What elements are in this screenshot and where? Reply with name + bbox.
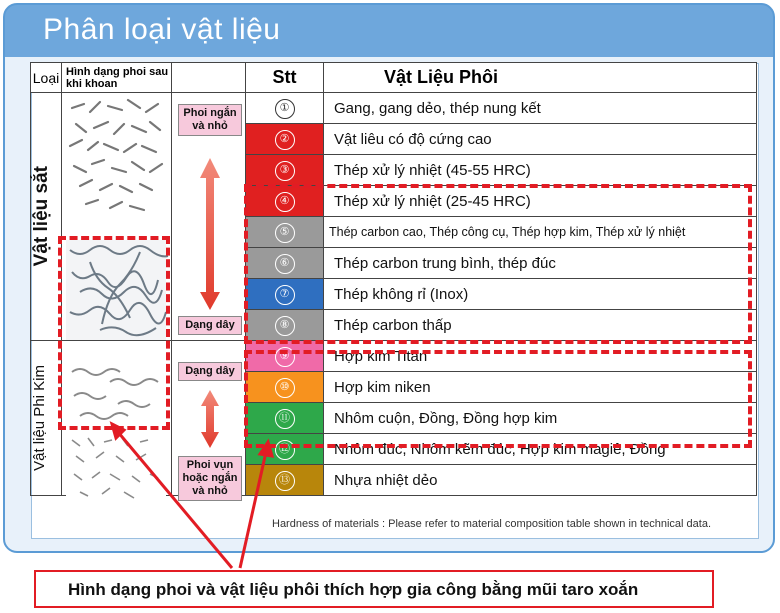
material-cell: Thép xử lý nhiệt (45-55 HRC) <box>324 155 757 186</box>
label-wire-top: Dạng dây <box>178 316 242 335</box>
double-arrow-icon-top <box>200 158 220 310</box>
header-loai: Loại <box>31 63 62 93</box>
hardness-note: Hardness of materials : Please refer to material composition table shown in technical data. <box>272 518 711 530</box>
row-number: ② <box>275 130 295 150</box>
material-cell: Nhôm cuộn, Đồng, Đồng hợp kim <box>324 403 757 434</box>
group-ferrous-label: Vật liệu sắt <box>31 166 52 267</box>
panel-title: Phân loại vật liệu <box>43 13 281 46</box>
header-shape: Hình dạng phoi sau khi khoan <box>62 63 172 93</box>
chips-image-nonferrous-bottom <box>66 432 166 504</box>
label-short-chips-top: Phoi ngắn và nhỏ <box>178 104 242 136</box>
material-cell: Thép carbon thấp <box>324 310 757 341</box>
row-number: ① <box>275 99 295 119</box>
double-arrow-icon-bottom <box>201 390 219 448</box>
highlight-box-wire-chips <box>58 236 170 430</box>
row-number: ④ <box>275 192 295 212</box>
header-stt: Stt <box>246 63 324 93</box>
highlight-box-nonferrous <box>244 350 752 448</box>
caption-text: Hình dạng phoi và vật liệu phôi thích hợp gia công bằng mũi taro xoắn <box>68 580 639 599</box>
material-cell: Nhựa nhiệt dẻo <box>324 465 757 496</box>
label-wire-bottom: Dạng dây <box>178 362 242 381</box>
row-number: ⑪ <box>275 409 295 429</box>
material-cell: Hợp kim niken <box>324 372 757 403</box>
row-number: ⑨ <box>275 347 295 367</box>
chips-image-short <box>66 96 166 224</box>
material-cell: Nhôm đúc, Nhôm kẽm đúc, Hợp kim magiê, Đồng <box>324 434 757 465</box>
material-cell: Thép carbon trung bình, thép đúc <box>324 248 757 279</box>
row-number: ⑬ <box>275 471 295 491</box>
header-material: Vật Liệu Phôi <box>324 63 757 93</box>
row-number: ⑦ <box>275 285 295 305</box>
material-cell: Gang, gang dẻo, thép nung kết <box>324 93 757 124</box>
row-number: ⑫ <box>275 440 295 460</box>
material-cell: Thép xử lý nhiệt (25-45 HRC) <box>324 186 757 217</box>
material-cell: Vật liêu có độ cứng cao <box>324 124 757 155</box>
highlight-box-ferrous <box>244 184 752 344</box>
material-cell: Thép không rỉ (Inox) <box>324 279 757 310</box>
label-short-chips-bottom: Phoi vụn hoặc ngắn và nhỏ <box>178 456 242 501</box>
row-number: ⑩ <box>275 378 295 398</box>
row-number: ③ <box>275 161 295 181</box>
material-cell: Thép carbon cao, Thép công cụ, Thép hợp kim, Thép xử lý nhiệt <box>324 217 757 248</box>
material-cell: Hợp kim Titan <box>324 341 757 372</box>
group-nonferrous-label: Vật liệu Phi Kim <box>31 365 48 471</box>
row-number: ⑧ <box>275 316 295 336</box>
row-number: ⑤ <box>275 223 295 243</box>
row-number: ⑥ <box>275 254 295 274</box>
